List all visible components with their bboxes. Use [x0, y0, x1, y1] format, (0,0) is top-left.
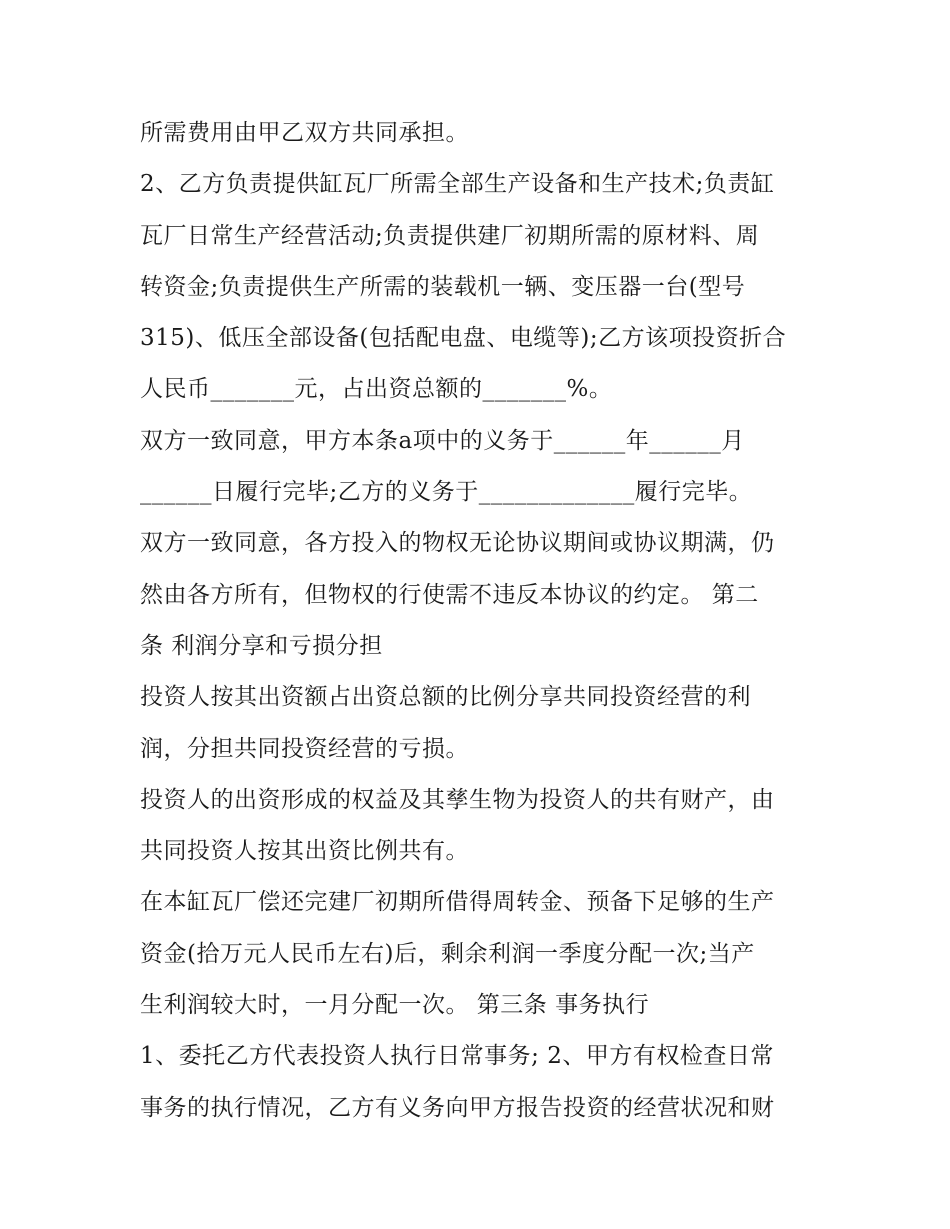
text-line: 投资人按其出资额占出资总额的比例分享共同投资经营的利 [140, 684, 751, 711]
text-line: 瓦厂日常生产经营活动;负责提供建厂初期所需的原材料、周 [140, 222, 760, 249]
text-line: 然由各方所有，但物权的行使需不违反本协议的约定。 第二 [140, 581, 759, 608]
text-line: 人民币_______元，占出资总额的_______%。 [140, 376, 613, 403]
text-line: 所需费用由甲乙双方共同承担。 [140, 120, 469, 146]
text-line: 投资人的出资形成的权益及其孳生物为投资人的共有财产，由 [140, 786, 775, 813]
text-line: 在本缸瓦厂偿还完建厂初期所借得周转金、预备下足够的生产 [140, 889, 775, 916]
text-line: 资金(拾万元人民币左右)后，剩余利润一季度分配一次;当产 [140, 940, 755, 967]
text-line: 生利润较大时，一月分配一次。 第三条 事务执行 [140, 992, 650, 1019]
text-line: 双方一致同意，各方投入的物权无论协议期间或协议期满，仍 [140, 530, 775, 557]
text-line: ______日履行完毕;乙方的义务于_____________履行完毕。 [140, 479, 753, 506]
text-line: 润，分担共同投资经营的亏损。 [140, 735, 469, 762]
text-line: 1、委托乙方代表投资人执行日常事务; 2、甲方有权检查日常 [140, 1043, 774, 1070]
text-line: 315)、低压全部设备(包括配电盘、电缆等);乙方该项投资折合 [140, 325, 787, 352]
text-line: 条 利润分享和亏损分担 [140, 632, 383, 659]
text-line: 转资金;负责提供生产所需的装载机一辆、变压器一台(型号 [140, 273, 746, 300]
text-line: 双方一致同意，甲方本条a项中的义务于______年______月 [140, 427, 745, 454]
text-line: 共同投资人按其出资比例共有。 [140, 838, 469, 865]
text-line: 2、乙方负责提供缸瓦厂所需全部生产设备和生产技术;负责缸 [140, 171, 775, 198]
document-body [140, 108, 830, 1134]
text-line: 事务的执行情况，乙方有义务向甲方报告投资的经营状况和财 [140, 1094, 775, 1121]
